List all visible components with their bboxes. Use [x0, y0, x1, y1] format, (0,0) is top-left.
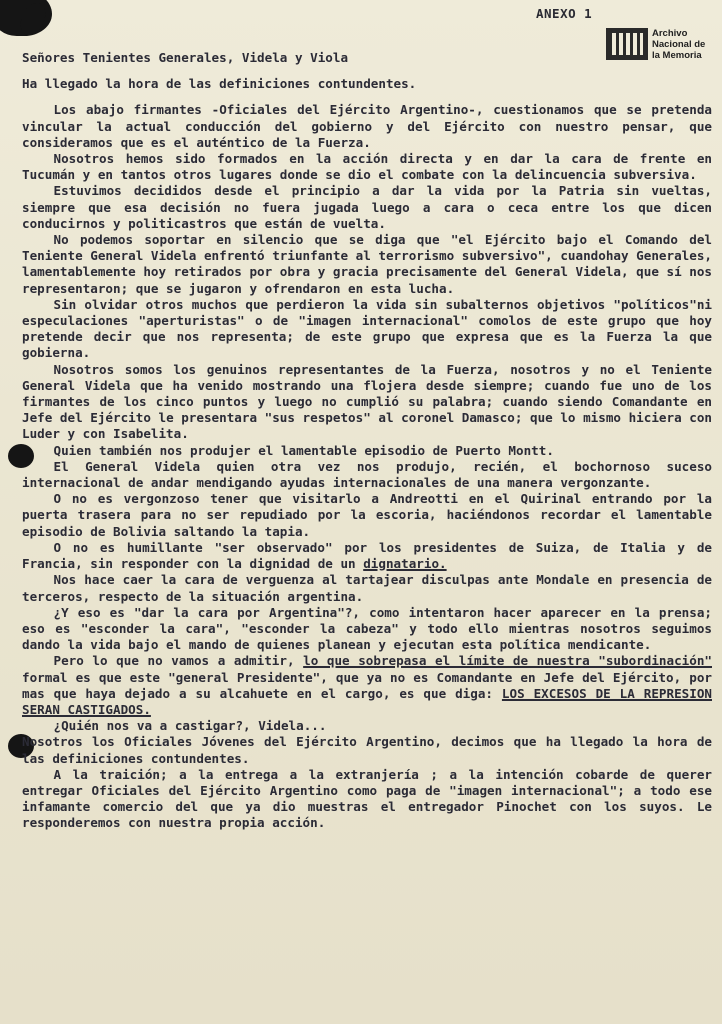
paragraph: ¿Quién nos va a castigar?, Videla...	[53, 718, 327, 734]
underlined-text: lo que sobrepasa el límite de nuestra "subordinación"	[303, 653, 712, 669]
paragraph: No podemos soportar en silencio que se diga que "el Ejército bajo el Comando del Teniente General Videla enfrentó triunfante al terrorismo subversivo", cuandohay Generales, lamentablemente hoy retirados por obra y gracia precisamente del General Videla, que sí nos representaron; que se jugaron y ofrendaron en esta lucha.	[22, 232, 712, 296]
paragraph: Nosotros los Oficiales Jóvenes del Ejército Argentino, decimos que ha llegado la hora de las definiciones contundentes.	[22, 734, 712, 766]
paragraph: El General Videla quien otra vez nos produjo, recién, el bochornoso suceso internacional de andar mendigando ayudas internacionales de una manera vergonzante.	[22, 458, 712, 491]
paragraph: Los abajo firmantes -Oficiales del Ejército Argentino-, cuestionamos que se pretenda vincular la actual conducción del gobierno y del Ejército con nuestro pensar, que consideramos que es el auténtico de la Fuerza.	[22, 102, 712, 150]
paragraph: Estuvimos decididos desde el principio a dar la vida por la Patria sin vueltas, siempre que esa decisión no fuera jugada luego a cara o ceca entre los que dicen conducirnos y politicastros que están de vuelta.	[22, 183, 712, 231]
underlined-text: LOS EXCESOS DE LA REPRESION SERAN CASTIGADOS.	[22, 685, 712, 717]
paragraph: ¿Y eso es "dar la cara por Argentina"?, como intentaron hacer aparecer en la prensa; eso es "esconder la cara", "esconder la cabeza" y todo ello mientras nosotros seguimos dando la vida bajo el mando de quienes planean y ejecutan esta política mendicante.	[22, 604, 712, 653]
paragraph	[22, 540, 712, 572]
text-run: formal es que este "general Presidente", que ya no es Comandante en Jefe del Ejército, por mas que haya dejado a su alcahuete en el cargo, es que diga:	[22, 669, 712, 701]
text-run: O no es humillante "ser observado" por los presidentes de Suiza, de Italia y de Francia, sin responder con la dignidad de un	[22, 539, 712, 572]
letter-body	[22, 50, 712, 832]
letter-opening: Ha llegado la hora de las definiciones contundentes.	[22, 76, 417, 92]
paragraph: Nosotros hemos sido formados en la acción directa y en dar la cara de frente en Tucumán y en tantos otros lugares donde se dio el combate con la delincuencia subversiva.	[22, 151, 712, 183]
paragraph: A la traición; a la entrega a la extranjería ; a la intención cobarde de querer entregar Oficiales del Ejército Argentino como paga de "imagen internacional"; a todo ese infamante comercio del que ya dio muestras el entregador Pinochet con los suyos. Le responderemos con nuestra propia acción.	[22, 766, 712, 831]
paragraph: Nosotros somos los genuinos representantes de la Fuerza, nosotros y no el Teniente General Videla que ha venido mostrando una flojera desde siempre; cuando fue uno de los firmantes de los cinco puntos y luego no cumplió su palabra; cuando siendo Comandante en Jefe del Ejército le presentara "sus respetos" al coronel Damasco; que lo mismo hiciera con Luder y con Isabelita.	[22, 361, 712, 442]
paragraph	[22, 653, 712, 718]
paragraph: Quien también nos produjer el lamentable episodio de Puerto Montt.	[53, 442, 554, 458]
paragraph: O no es vergonzoso tener que visitarlo a Andreotti en el Quirinal entrando por la puerta trasera para no ser repudiado por la escoria, haciéndonos recordar el lamentable episodio de Bolivia saltando la tapia.	[22, 491, 712, 539]
logo-line: la Memoria	[652, 50, 702, 61]
paragraph: Sin olvidar otros muchos que perdieron la vida sin subalternos objetivos "políticos"ni especulaciones "aperturistas" o de "imagen internacional" comolos de este grupo que hoy pretende decir que nos representa; de este grupo que expresa que es la Fuerza la que gobierna.	[22, 296, 712, 361]
text-run: Pero lo que no vamos a admitir,	[53, 653, 304, 669]
logo-line: Nacional de	[652, 39, 706, 50]
paragraph: Nos hace caer la cara de verguenza al tartajear disculpas ante Mondale en presencia de terceros, respecto de la situación argentina.	[22, 572, 712, 604]
underlined-text: dignatario.	[363, 556, 447, 572]
logo-line: Archivo	[652, 28, 688, 39]
letter-greeting: Señores Tenientes Generales, Videla y Viola	[22, 50, 349, 65]
annex-label: ANEXO 1	[536, 6, 593, 21]
